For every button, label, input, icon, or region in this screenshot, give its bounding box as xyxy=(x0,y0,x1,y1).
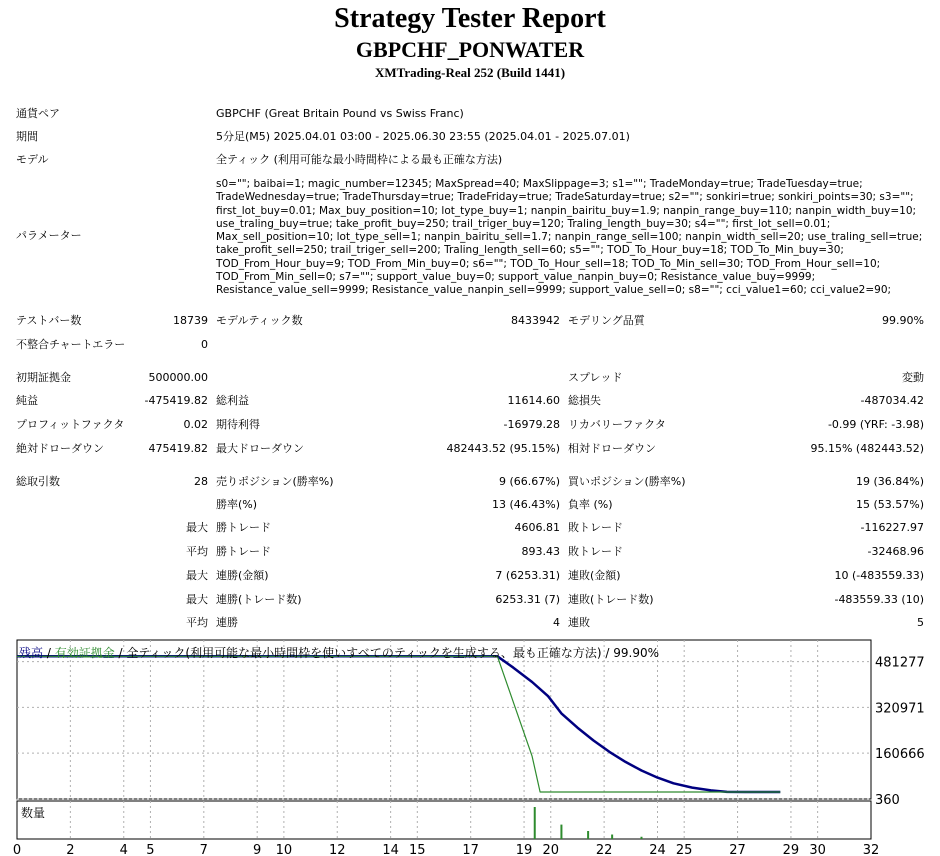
legend-balance: 残高 xyxy=(19,646,44,660)
report-subtitle: GBPCHF_PONWATER xyxy=(355,37,585,62)
spread-value: 変動 xyxy=(902,371,924,384)
chart-legend xyxy=(19,645,659,661)
volume-bar xyxy=(611,835,613,839)
pair-label: 通貨ペア xyxy=(16,107,60,120)
x-tick-label: 19 xyxy=(515,843,533,856)
bars-label: テストバー数 xyxy=(16,314,82,327)
avg-cons-losses-label: 連敗 xyxy=(568,616,590,629)
params-value: s0=""; baibai=1; magic_number=12345; MaxSpread=40; MaxSlippage=3; s1=""; TradeMonday=true; TradeTuesday=true; TradeWednesday=true; TradeThursday=true; TradeFriday=true; TradeSaturday=true; s2=""; sonkiri=true; sonkiri_points=30; s3=""; first_lot_buy=0.01; Max_buy_position=10; lot_type_buy=1; nanpin_bairitu_buy=1.9; nanpin_range_buy=110; nanpin_width_buy=10; use_traling_buy=true; take_profit_buy=250; trail_triger_buy=120; Traling_length_buy=30; s4=""; first_lot_sell=0.01; Max_sell_position=10; lot_type_sell=1; nanpin_bairitu_sell=1.7; nanpin_range_sell=100; nanpin_width_sell=20; use_traling_sell=true; take_profit_sell=250; trail_triger_sell=200; Traling_length_sell=60; s5=""; TOD_To_Hour_buy=18; TOD_To_Min_buy=30; TOD_From_Hour_buy=9; TOD_From_Min_buy=0; s6=""; TOD_To_Hour_sell=18; TOD_To_Min_sell=30; TOD_From_Hour_sell=10; TOD_From_Min_sell=0; s7=""; support_value_buy=0; support_value_nanpin_buy=0; Resistance_value_buy=9999; Resistance_value_sell=9999; Resistance_value_nanpin_sell=9999; support_value_sell=0; s8=""; cci_value1=60; cci_value2=90; xyxy=(216,178,923,297)
max-cons-prefix: 最大 xyxy=(186,569,208,582)
pf-value: 0.02 xyxy=(183,418,208,431)
long-label: 買いポジション(勝率%) xyxy=(568,475,686,488)
deposit-value: 500000.00 xyxy=(148,371,208,384)
gross-loss-value: -487034.42 xyxy=(860,394,924,407)
legend-separator: / xyxy=(114,646,127,660)
volume-bar xyxy=(560,825,562,839)
period-label: 期間 xyxy=(16,130,38,143)
avg-cons-wins-value: 4 xyxy=(553,616,560,629)
volume-bar xyxy=(587,831,589,839)
main-plot-frame xyxy=(17,640,871,799)
average-prefix: 平均 xyxy=(186,545,208,558)
y-tick-label: 160666 xyxy=(875,747,925,763)
x-tick-label: 14 xyxy=(382,843,399,856)
x-tick-label: 15 xyxy=(409,843,426,856)
legend-separator: / xyxy=(43,646,55,660)
recovery-label: リカバリーファクタ xyxy=(568,418,666,431)
loss-rate-label: 負率 (%) xyxy=(568,498,613,511)
cons-losses-money-value: 10 (-483559.33) xyxy=(834,569,924,582)
x-tick-label: 27 xyxy=(729,843,746,856)
avg-win-value: 893.43 xyxy=(521,545,560,558)
model-value: 全ティック (利用可能な最小時間枠による最も正確な方法) xyxy=(216,153,503,166)
legend-model: 全ティック(利用可能な最小時間枠を使いすべてのティックを生成する、最も正確な方法) xyxy=(126,646,602,660)
expected-label: 期待利得 xyxy=(216,418,260,431)
legend-separator: / xyxy=(601,646,614,660)
max-dd-value: 482443.52 (95.15%) xyxy=(446,442,560,455)
y-tick-label: 320971 xyxy=(875,701,925,717)
short-value: 9 (66.67%) xyxy=(498,475,560,488)
x-tick-label: 7 xyxy=(199,843,208,856)
x-tick-label: 4 xyxy=(119,843,128,856)
rel-dd-label: 相対ドローダウン xyxy=(568,442,656,455)
bars-value: 18739 xyxy=(173,314,208,327)
recovery-value: -0.99 (YRF: -3.98) xyxy=(827,418,924,431)
max-cons-count-prefix: 最大 xyxy=(186,593,208,606)
x-tick-label: 5 xyxy=(146,843,155,856)
cons-wins-money-value: 7 (6253.31) xyxy=(495,569,560,582)
win-rate-value: 13 (46.43%) xyxy=(491,498,560,511)
report-title: Strategy Tester Report xyxy=(334,3,606,34)
rel-dd-value: 95.15% (482443.52) xyxy=(810,442,924,455)
largest-win-label: 勝トレード xyxy=(216,521,271,534)
deposit-label: 初期証拠金 xyxy=(16,371,71,384)
abs-dd-value: 475419.82 xyxy=(148,442,208,455)
net-value: -475419.82 xyxy=(144,394,208,407)
largest-loss-value: -116227.97 xyxy=(860,521,924,534)
pair-value: GBPCHF (Great Britain Pound vs Swiss Franc) xyxy=(216,107,464,120)
y-tick-label: 360 xyxy=(875,792,900,808)
balance-chart-svg xyxy=(14,640,934,856)
mismatch-value: 0 xyxy=(201,338,208,351)
x-tick-label: 0 xyxy=(12,843,22,856)
ticks-value: 8433942 xyxy=(511,314,560,327)
gross-loss-label: 総損失 xyxy=(568,394,601,407)
avg-loss-value: -32468.96 xyxy=(867,545,924,558)
mismatch-label: 不整合チャートエラー xyxy=(16,338,126,351)
balance-chart xyxy=(14,640,934,856)
x-tick-label: 10 xyxy=(275,843,293,856)
max-dd-label: 最大ドローダウン xyxy=(216,442,304,455)
volume-label: 数量 xyxy=(21,806,46,820)
trades-label: 総取引数 xyxy=(16,475,60,488)
short-label: 売りポジション(勝率%) xyxy=(216,475,334,488)
y-tick-label: 481277 xyxy=(875,655,925,671)
cons-wins-money-label: 連勝(金額) xyxy=(216,569,269,582)
x-tick-label: 12 xyxy=(328,843,346,856)
net-label: 純益 xyxy=(16,394,38,407)
x-tick-label: 24 xyxy=(649,843,666,856)
avg-cons-losses-value: 5 xyxy=(917,616,924,629)
x-tick-label: 25 xyxy=(675,843,693,856)
win-rate-label: 勝率(%) xyxy=(216,498,258,511)
volume-plot-frame xyxy=(17,801,871,839)
quality-label: モデリング品質 xyxy=(568,314,645,327)
model-label: モデル xyxy=(16,153,49,166)
largest-prefix: 最大 xyxy=(186,521,208,534)
abs-dd-label: 絶対ドローダウン xyxy=(16,442,104,455)
spread-label: スプレッド xyxy=(568,371,623,384)
legend-equity: 有効証拠金 xyxy=(54,646,115,660)
avg-cons-wins-label: 連勝 xyxy=(216,616,238,629)
x-tick-label: 2 xyxy=(66,843,75,856)
avg-win-label: 勝トレード xyxy=(216,545,271,558)
x-tick-label: 22 xyxy=(595,843,613,856)
params-label: パラメーター xyxy=(16,229,82,242)
largest-win-value: 4606.81 xyxy=(514,521,560,534)
cons-profit-label: 連勝(トレード数) xyxy=(216,593,302,606)
period-value: 5分足(M5) 2025.04.01 03:00 - 2025.06.30 23:55 (2025.04.01 - 2025.07.01) xyxy=(216,130,630,143)
cons-loss-value: -483559.33 (10) xyxy=(834,593,924,606)
report-build: XMTrading-Real 252 (Build 1441) xyxy=(374,65,566,80)
legend-quality: 99.90% xyxy=(613,646,660,660)
x-tick-label: 20 xyxy=(542,843,560,856)
x-tick-label: 9 xyxy=(253,843,262,856)
trades-value: 28 xyxy=(194,475,208,488)
loss-rate-value: 15 (53.57%) xyxy=(855,498,924,511)
gross-profit-label: 総利益 xyxy=(216,394,249,407)
cons-profit-value: 6253.31 (7) xyxy=(495,593,560,606)
x-tick-label: 32 xyxy=(862,843,880,856)
cons-losses-money-label: 連敗(金額) xyxy=(568,569,621,582)
expected-value: -16979.28 xyxy=(503,418,560,431)
long-value: 19 (36.84%) xyxy=(855,475,924,488)
avg-loss-label: 敗トレード xyxy=(568,545,623,558)
largest-loss-label: 敗トレード xyxy=(568,521,623,534)
cons-loss-label: 連敗(トレード数) xyxy=(568,593,654,606)
x-tick-label: 17 xyxy=(462,843,479,856)
volume-bar xyxy=(640,837,642,839)
x-tick-label: 30 xyxy=(809,843,826,856)
avg-cons-prefix: 平均 xyxy=(186,616,208,629)
quality-value: 99.90% xyxy=(882,314,924,327)
x-tick-label: 29 xyxy=(782,843,800,856)
pf-label: プロフィットファクタ xyxy=(16,418,125,431)
gross-profit-value: 11614.60 xyxy=(507,394,560,407)
volume-bar xyxy=(534,807,536,839)
ticks-label: モデルティック数 xyxy=(216,314,303,327)
